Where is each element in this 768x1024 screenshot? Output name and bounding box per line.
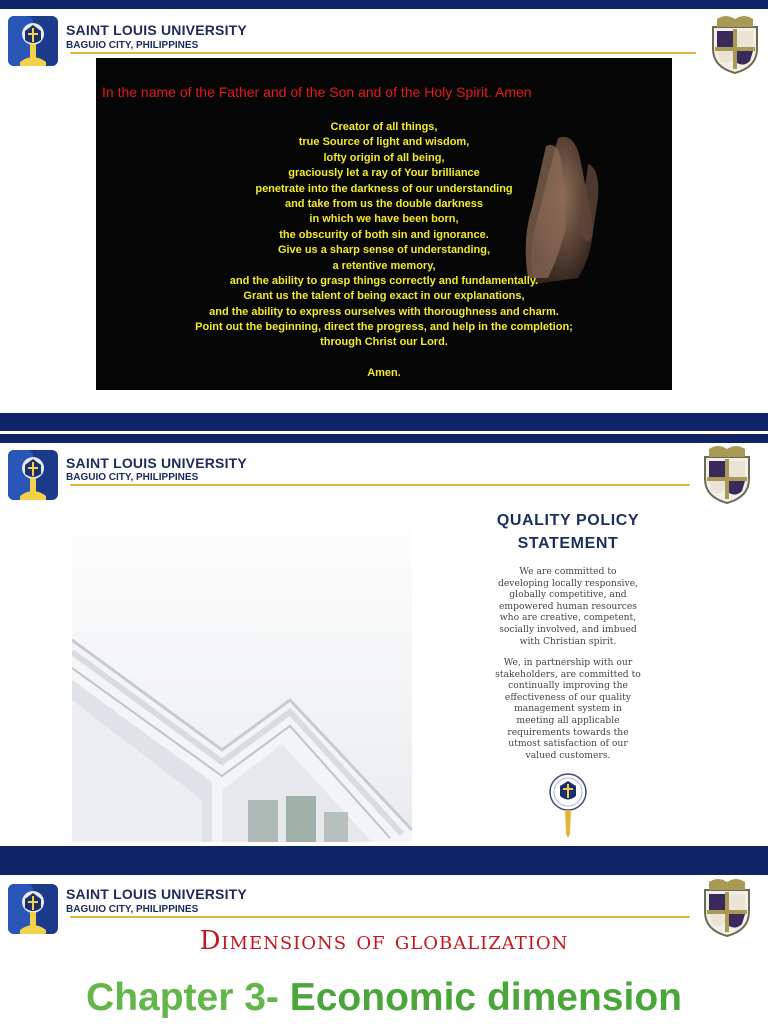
prayer-line: in which we have been born, (309, 213, 459, 226)
policy-line: meeting all applicable (516, 714, 620, 726)
university-name: SAINT LOUIS UNIVERSITY (66, 886, 247, 902)
quality-policy-title: STATEMENT (517, 535, 619, 552)
prayer-line: lofty origin of all being, (323, 151, 445, 164)
prayer-line: graciously let a ray of Your brilliance (288, 167, 480, 180)
policy-line: empowered human resources (498, 600, 638, 612)
slide2-gold-rule (70, 484, 690, 486)
quality-policy-title: QUALITY POLICY (496, 512, 640, 529)
university-name: SAINT LOUIS UNIVERSITY (66, 22, 247, 38)
university-name: SAINT LOUIS UNIVERSITY (66, 455, 247, 471)
policy-line: continually improving the (508, 680, 628, 692)
chapter-topic: Economic dimension (289, 976, 682, 1019)
chapter-heading (0, 976, 768, 1020)
quality-policy-paragraph-1 (462, 566, 674, 647)
policy-line: requirements towards the (507, 726, 629, 738)
policy-line: globally competitive, and (509, 589, 627, 601)
slide1-bottom-bar (0, 413, 768, 431)
prayer-line: a retentive memory, (332, 259, 436, 272)
policy-line: socially involved, and imbued (499, 623, 637, 635)
prayer-text (96, 120, 672, 382)
prayer-line: and take from us the double darkness (284, 197, 484, 210)
slu-logo-icon (6, 12, 60, 70)
prayer-line: and the ability to grasp things correctly and fundamentally. (229, 274, 539, 287)
policy-line: utmost satisfaction of our (508, 738, 628, 750)
slu-logo-icon (6, 446, 60, 504)
prayer-line: through Christ our Lord. (320, 336, 448, 349)
prayer-line: and the ability to express ourselves with thoroughness and charm. (209, 305, 559, 318)
prayer-line: penetrate into the darkness of our understanding (255, 182, 513, 195)
slide3-gold-rule (70, 916, 690, 918)
slide-title: Dimensions of globalization (199, 926, 569, 956)
crest-icon (708, 13, 762, 75)
prayer-panel (96, 58, 672, 390)
policy-line: management system in (514, 703, 622, 715)
crest-icon (700, 443, 754, 505)
policy-line: We are committed to (519, 566, 617, 577)
prayer-line: Point out the beginning, direct the progress, and help in the completion; (195, 321, 573, 334)
policy-line: who are creative, competent, (499, 612, 637, 624)
slide2-bottom-bar (0, 846, 768, 875)
prayer-line (96, 351, 672, 366)
prayer-line: Creator of all things, (330, 121, 438, 133)
prayer-line: Grant us the talent of being exact in our explanations, (243, 290, 525, 303)
prayer-line: true Source of light and wisdom, (298, 136, 470, 149)
policy-line: effectiveness of our quality (504, 691, 632, 703)
quality-policy-paragraph-2 (462, 657, 674, 761)
slide1-top-bar (0, 0, 768, 9)
slide2-top-bar (0, 434, 768, 443)
university-city: BAGUIO CITY, PHILIPPINES (66, 472, 199, 483)
policy-line: developing locally responsive, (497, 577, 639, 589)
policy-line: valued customers. (525, 749, 611, 761)
prayer-line: Give us a sharp sense of understanding, (277, 244, 491, 257)
policy-line: We, in partnership with our (503, 657, 633, 668)
building-roof-image (72, 500, 412, 842)
chapter-number: Chapter 3- (86, 976, 290, 1019)
slu-seal-icon (546, 772, 590, 838)
prayer-amen: Amen. (367, 367, 401, 380)
slide1-gold-rule (70, 52, 696, 54)
policy-line: stakeholders, are committed to (495, 668, 641, 680)
university-city: BAGUIO CITY, PHILIPPINES (66, 40, 199, 51)
prayer-opening-line: In the name of the Father and of the Son and of the Holy Spirit. Amen (102, 84, 532, 100)
prayer-line: the obscurity of both sin and ignorance. (279, 228, 489, 241)
university-city: BAGUIO CITY, PHILIPPINES (66, 904, 199, 915)
policy-line: with Christian spirit. (519, 635, 617, 647)
